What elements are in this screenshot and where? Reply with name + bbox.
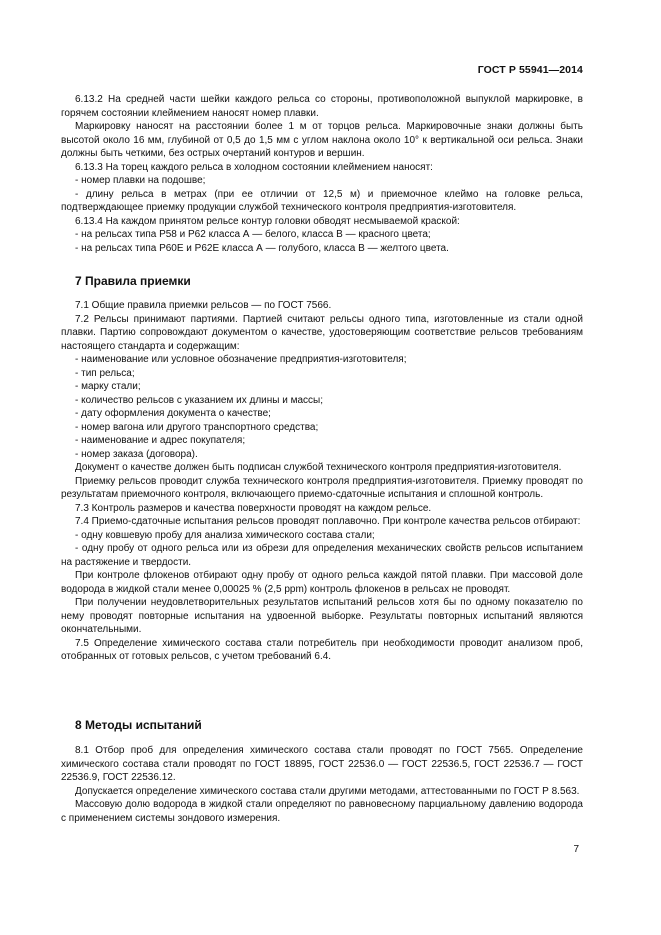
list-item: - наименование или условное обозначение предприятия-изготовителя; xyxy=(75,354,407,365)
list-item: - одну пробу от одного рельса или из обрези для определения механических свойств рельсов испытанием на растяжение и твердости. xyxy=(61,543,583,568)
section-7-heading: 7 Правила приемки xyxy=(75,274,191,288)
paragraph: При получении неудовлетворительных результатов испытаний рельсов хотя бы по одному показателю по нему проводят повторные испытания на удвоенной выборке. Результаты повторных испытаний являются окончательными. xyxy=(61,597,583,635)
standard-code: ГОСТ Р 55941—2014 xyxy=(477,64,583,76)
list-item: - номер вагона или другого транспортного средства; xyxy=(75,421,319,433)
section-8-heading: 8 Методы испытаний xyxy=(75,718,202,732)
paragraph: Приемку рельсов проводит служба технического контроля предприятия-изготовителя. Приемку проводят по результатам приемочного контроля, включающего приемо-сдаточные испытания и сплошной контроль. xyxy=(61,475,583,500)
paragraph: 8.1 Отбор проб для определения химического состава стали проводят по ГОСТ 7565. Определение химического состава стали проводят по ГОСТ 18895, ГОСТ 22536.0 — ГОСТ 22536.5, ГОСТ 22536.7 — ГОСТ 22536.9, ГОСТ 22536.12. xyxy=(61,745,583,783)
paragraph: 6.13.4 На каждом принятом рельсе контур головки обводят несмываемой краской: xyxy=(75,215,460,227)
list-item: - номер плавки на подошве; xyxy=(75,175,206,186)
list-item: - номер заказа (договора). xyxy=(75,448,198,460)
paragraph: 7.2 Рельсы принимают партиями. Партией считают рельсы одного типа, изготовленные из стали одной плавки. Партию сопровождают документом о качестве, удостоверяющим соответствие рельсов требованиям настоящего стандарта и содержащим: xyxy=(61,313,583,352)
paragraph: 7.5 Определение химического состава стали потребитель при необходимости проводит анализом проб, отобранных от готовых рельсов, с учетом требований 6.4. xyxy=(61,637,583,662)
paragraph: При контроле флокенов отбирают одну пробу от одного рельса каждой пятой плавки. При массовой доле водорода в жидкой стали менее 0,00025 % (2,5 ppm) контроль флокенов в рельсах не проводят. xyxy=(61,570,583,595)
paragraph: Массовую долю водорода в жидкой стали определяют по равновесному парциальному давлению водорода с применением системы зондового измерения. xyxy=(61,799,583,824)
page-number: 7 xyxy=(573,844,579,855)
list-item: - наименование и адрес покупателя; xyxy=(75,435,246,446)
paragraph: Документ о качестве должен быть подписан службой технического контроля предприятия-изготовителя. xyxy=(75,462,562,473)
paragraph: 7.3 Контроль размеров и качества поверхности проводят на каждом рельсе. xyxy=(75,502,432,514)
section-7-body xyxy=(61,299,583,664)
list-item: - на рельсах типа Р60Е и Р62Е класса А — голубого, класса В — желтого цвета. xyxy=(75,242,449,254)
list-item: - одну ковшевую пробу для анализа химического состава стали; xyxy=(75,529,375,541)
list-item: - тип рельса; xyxy=(75,367,135,379)
paragraph: 7.4 Приемо-сдаточные испытания рельсов проводят поплавочно. При контроле качества рельсов отбирают: xyxy=(75,516,581,527)
list-item: - дату оформления документа о качестве; xyxy=(75,408,271,419)
top-text-block xyxy=(61,93,583,255)
paragraph: Маркировку наносят на расстоянии более 1 м от торцов рельса. Маркировочные знаки должны быть высотой около 16 мм, глубиной от 0,5 до 1,5 мм с углом наклона около 10° к вертикальной оси рельса. Знаки должны быть четкими, без острых очертаний контуров и вершин. xyxy=(61,121,583,159)
list-item: - марку стали; xyxy=(75,381,141,392)
list-item: - длину рельса в метрах (при ее отличии от 12,5 м) и приемочное клеймо на головке рельса, подтверждающее приемку продукции службой технического контроля предприятия-изготовителя. xyxy=(61,188,583,213)
paragraph: 6.13.3 На торец каждого рельса в холодном состоянии клеймением наносят: xyxy=(75,161,433,173)
paragraph: 6.13.2 На средней части шейки каждого рельса со стороны, противоположной выпуклой маркировке, в горячем состоянии клеймением наносят номер плавки. xyxy=(61,94,583,119)
list-item: - на рельсах типа Р58 и Р62 класса А — белого, класса В — красного цвета; xyxy=(75,229,431,240)
section-8-body xyxy=(61,744,583,825)
paragraph: Допускается определение химического состава стали другими методами, аттестованными по ГОСТ Р 8.563. xyxy=(75,785,580,797)
paragraph: 7.1 Общие правила приемки рельсов — по ГОСТ 7566. xyxy=(75,300,332,311)
list-item: - количество рельсов с указанием их длины и массы; xyxy=(75,394,324,406)
